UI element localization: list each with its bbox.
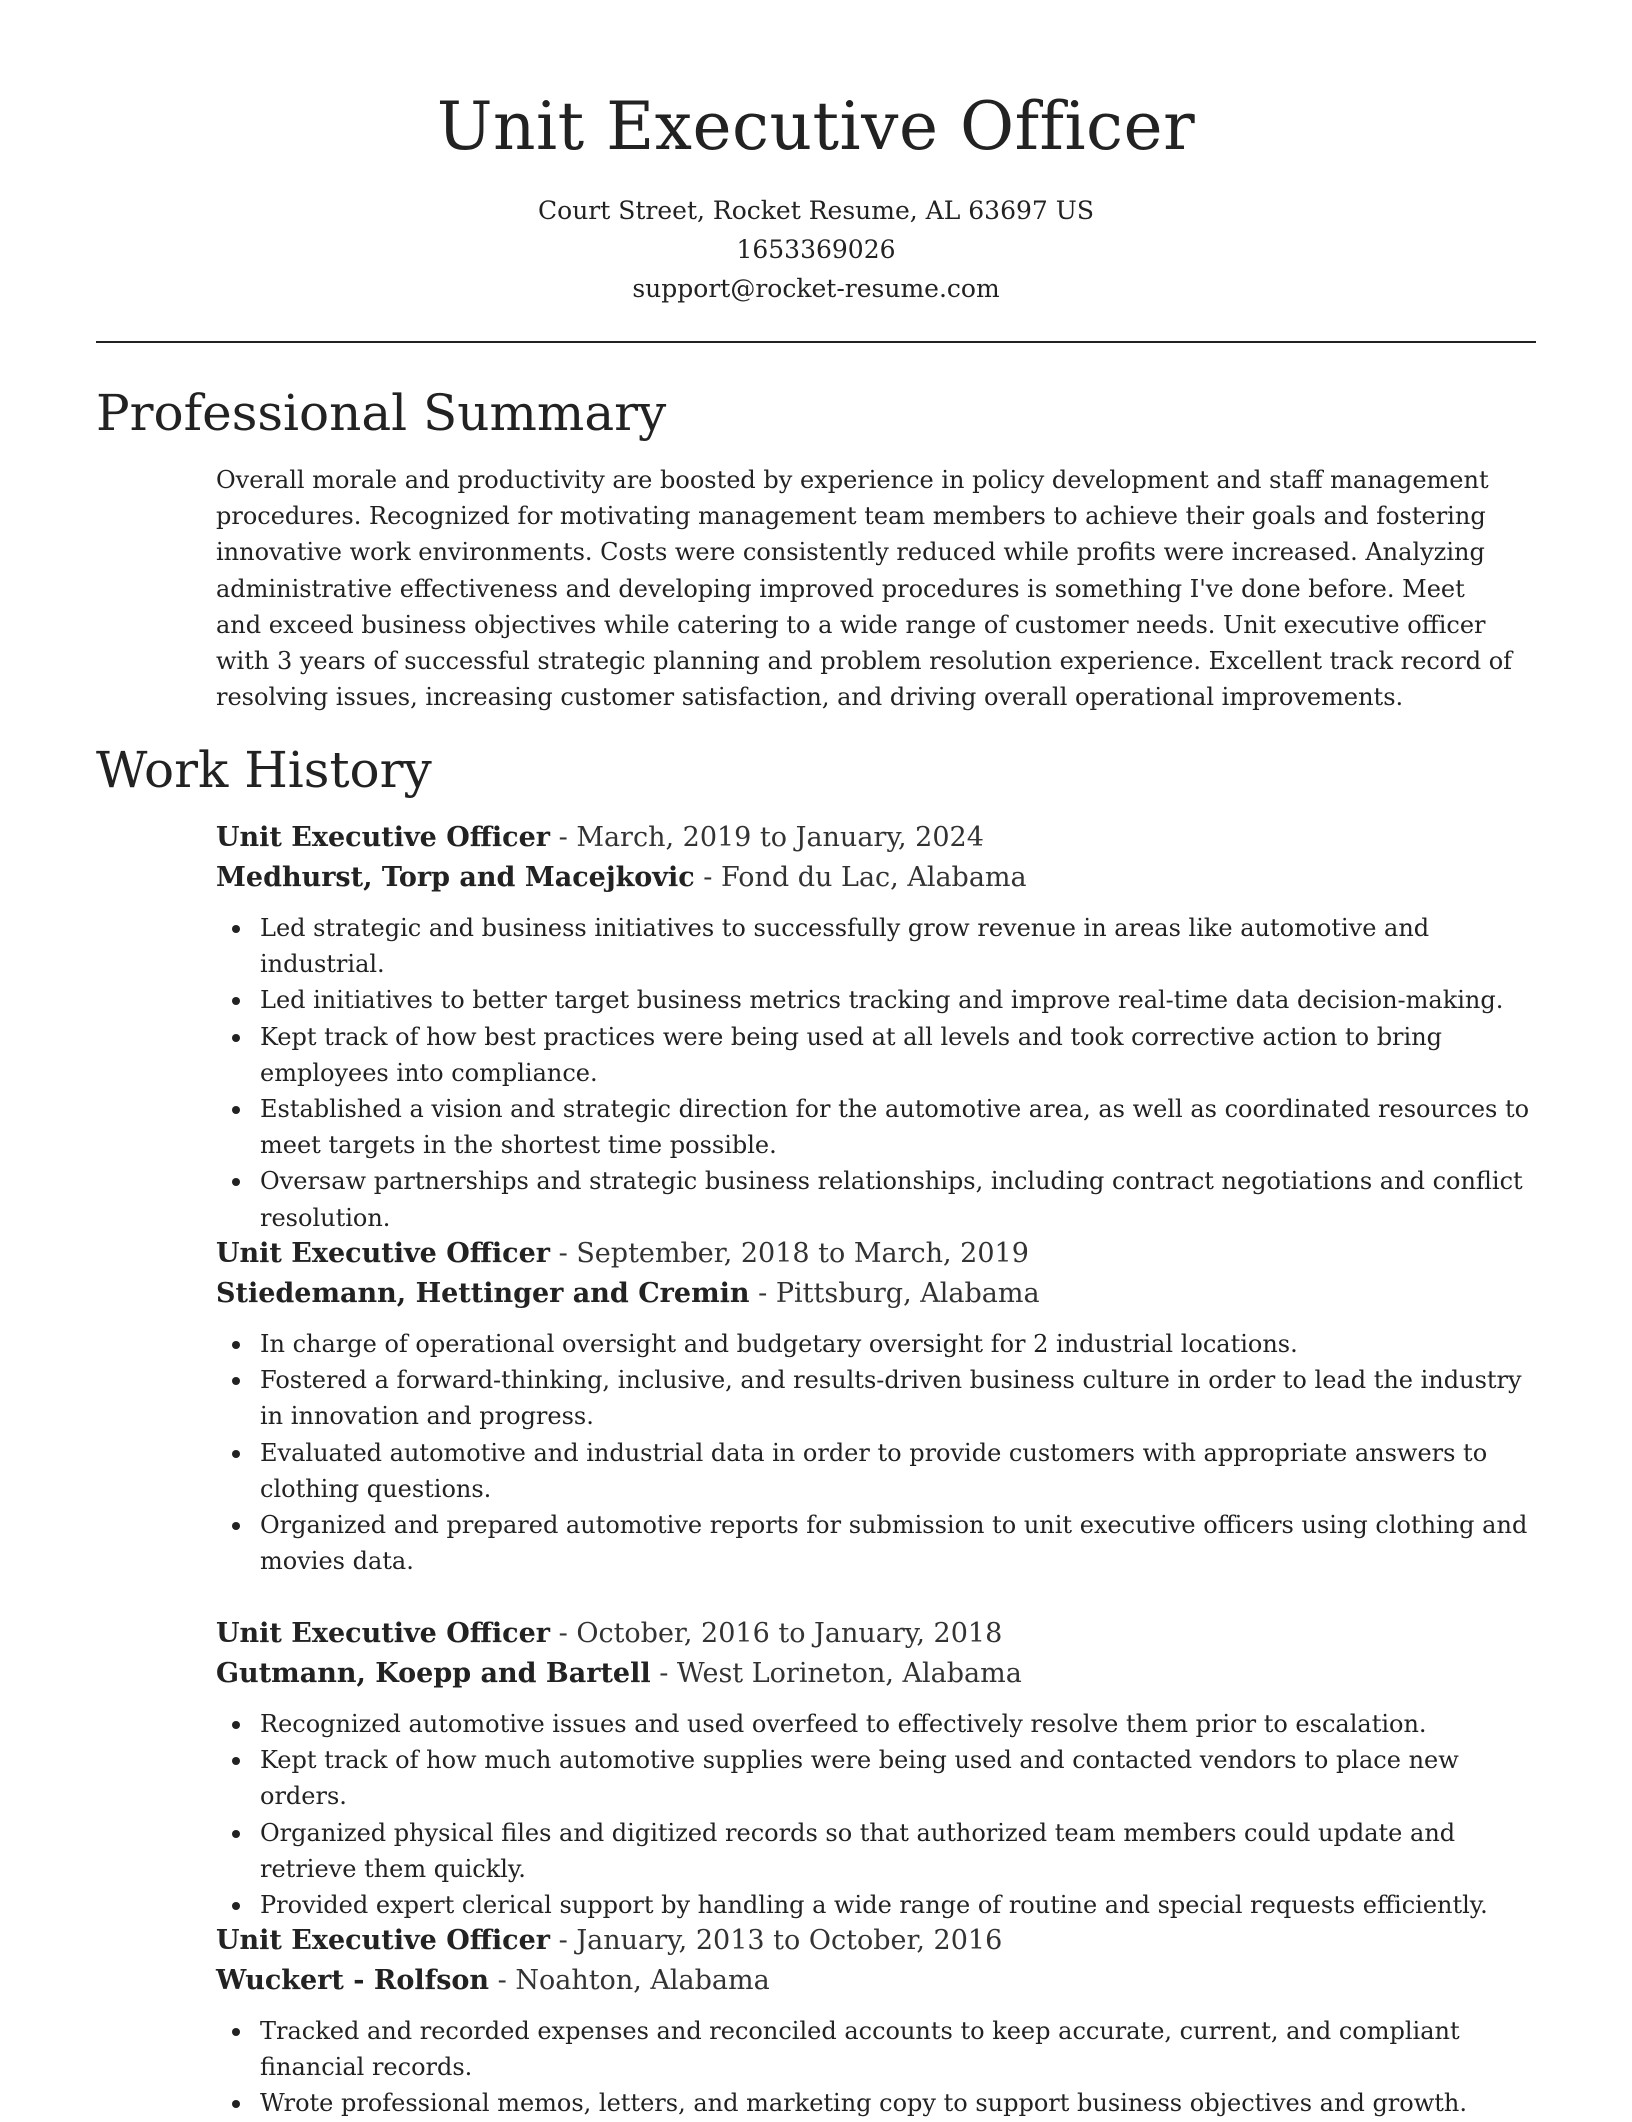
contact-address: Court Street, Rocket Resume, AL 63697 US — [538, 196, 1094, 225]
job-entry — [216, 1614, 1536, 1923]
header-divider — [96, 341, 1536, 343]
job-entry — [216, 1234, 1536, 1579]
job-company-line — [216, 1274, 1536, 1314]
job-bullet: Kept track of how best practices were being used at all levels and took corrective action to bring employees into compliance. — [260, 1019, 1536, 1091]
contact-block — [96, 191, 1536, 308]
job-bullet: Organized and prepared automotive reports for submission to unit executive officers using clothing and movies data. — [260, 1507, 1536, 1579]
separator: - — [550, 822, 577, 853]
job-company-line — [216, 1961, 1536, 2001]
job-bullet: In charge of operational oversight and budgetary oversight for 2 industrial locations. — [260, 1326, 1536, 1362]
job-company: Wuckert - Rolfson — [216, 1965, 490, 1996]
separator: - — [550, 1618, 577, 1649]
separator: - — [694, 862, 721, 893]
job-location: West Lorineton, Alabama — [676, 1658, 1022, 1689]
job-bullet: Wrote professional memos, letters, and marketing copy to support business objectives and growth. — [260, 2085, 1536, 2121]
job-title-line — [216, 1614, 1536, 1654]
job-bullet: Organized physical files and digitized records so that authorized team members could update and retrieve them quickly. — [260, 1815, 1536, 1887]
job-location: Fond du Lac, Alabama — [720, 862, 1027, 893]
job-bullets — [216, 2013, 1536, 2122]
contact-email: support@rocket-resume.com — [632, 274, 1000, 303]
job-bullet: Led initiatives to better target business metrics tracking and improve real-time data decision-making. — [260, 982, 1536, 1018]
separator: - — [650, 1658, 677, 1689]
job-title-line — [216, 1234, 1536, 1274]
job-company-line — [216, 858, 1536, 898]
job-bullet: Tracked and recorded expenses and reconciled accounts to keep accurate, current, and compliant financial records. — [260, 2013, 1536, 2085]
job-entry — [216, 1921, 1536, 2122]
job-title-line — [216, 1921, 1536, 1961]
job-company-line — [216, 1654, 1536, 1694]
job-dates: September, 2018 to March, 2019 — [576, 1238, 1029, 1269]
summary-heading: Professional Summary — [96, 384, 667, 442]
job-title: Unit Executive Officer — [216, 1925, 551, 1956]
job-location: Pittsburg, Alabama — [775, 1278, 1040, 1309]
contact-phone: 1653369026 — [736, 235, 896, 264]
job-dates: October, 2016 to January, 2018 — [576, 1618, 1003, 1649]
separator: - — [550, 1925, 577, 1956]
resume-name: Unit Executive Officer — [436, 88, 1196, 165]
job-title-line — [216, 818, 1536, 858]
job-bullets — [216, 1326, 1536, 1579]
summary-text: Overall morale and productivity are boosted by experience in policy development and staff management procedures. Recognized for motivating management team members to achieve their goals and fostering innovative work environments. Costs were consistently reduced while profits were increased. Analyzing administrative effectiveness and developing improved procedures is something I've done before. Meet and exceed business objectives while catering to a wide range of customer needs. Unit executive officer with 3 years of successful strategic planning and problem resolution experience. Excellent track record of resolving issues, increasing customer satisfaction, and driving overall operational improvements. — [216, 466, 1513, 712]
separator: - — [749, 1278, 776, 1309]
job-company: Gutmann, Koepp and Bartell — [216, 1658, 651, 1689]
job-bullet: Provided expert clerical support by handling a wide range of routine and special requests efficiently. — [260, 1887, 1536, 1923]
job-bullets — [216, 910, 1536, 1236]
job-title: Unit Executive Officer — [216, 822, 551, 853]
job-bullet: Oversaw partnerships and strategic business relationships, including contract negotiations and conflict resolution. — [260, 1163, 1536, 1235]
job-company: Medhurst, Torp and Macejkovic — [216, 862, 695, 893]
resume-page — [96, 0, 1536, 2118]
job-bullet: Evaluated automotive and industrial data in order to provide customers with appropriate answers to clothing questions. — [260, 1435, 1536, 1507]
job-bullet: Fostered a forward-thinking, inclusive, and results-driven business culture in order to lead the industry in innovation and progress. — [260, 1362, 1536, 1434]
job-bullet: Established a vision and strategic direction for the automotive area, as well as coordinated resources to meet targets in the shortest time possible. — [260, 1091, 1536, 1163]
job-company: Stiedemann, Hettinger and Cremin — [216, 1278, 750, 1309]
job-dates: January, 2013 to October, 2016 — [576, 1925, 1003, 1956]
separator: - — [550, 1238, 577, 1269]
job-bullet: Kept track of how much automotive supplies were being used and contacted vendors to place new orders. — [260, 1742, 1536, 1814]
work-history-heading: Work History — [96, 741, 432, 799]
job-title: Unit Executive Officer — [216, 1238, 551, 1269]
job-dates: March, 2019 to January, 2024 — [576, 822, 984, 853]
job-bullet: Led strategic and business initiatives to successfully grow revenue in areas like automotive and industrial. — [260, 910, 1536, 982]
job-bullets — [216, 1706, 1536, 1923]
job-title: Unit Executive Officer — [216, 1618, 551, 1649]
job-location: Noahton, Alabama — [515, 1965, 770, 1996]
separator: - — [489, 1965, 516, 1996]
job-bullet: Recognized automotive issues and used overfeed to effectively resolve them prior to escalation. — [260, 1706, 1536, 1742]
job-entry — [216, 818, 1536, 1236]
